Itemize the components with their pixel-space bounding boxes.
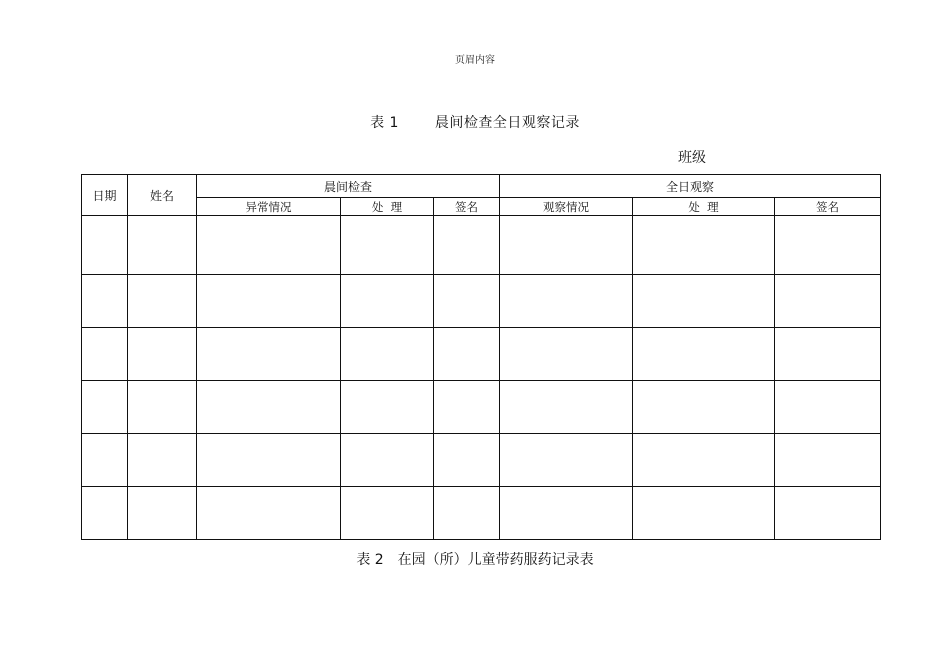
col-header-date: 日期 — [82, 175, 128, 216]
table-cell[interactable] — [128, 328, 197, 381]
table-cell[interactable] — [128, 275, 197, 328]
table-header-row-1 — [82, 175, 881, 198]
table1-title: 晨间检查全日观察记录 — [434, 115, 580, 131]
table2-title-line — [0, 549, 950, 569]
table-cell[interactable] — [434, 434, 500, 487]
table-cell[interactable] — [775, 434, 881, 487]
table-cell[interactable] — [82, 328, 128, 381]
table-row — [82, 487, 881, 540]
table-cell[interactable] — [775, 487, 881, 540]
table-cell[interactable] — [434, 275, 500, 328]
table-cell[interactable] — [82, 487, 128, 540]
table-cell[interactable] — [341, 434, 434, 487]
col-header-abnormal: 异常情况 — [197, 198, 341, 216]
table-cell[interactable] — [633, 487, 775, 540]
table-cell[interactable] — [82, 434, 128, 487]
page-header: 页眉内容 — [455, 55, 495, 66]
table-header-row-2 — [82, 198, 881, 216]
table1-title-line — [0, 112, 950, 132]
table-cell[interactable] — [500, 381, 633, 434]
table-cell[interactable] — [500, 216, 633, 275]
col-header-handling: 处 理 — [341, 198, 434, 216]
table-cell[interactable] — [197, 381, 341, 434]
table-cell[interactable] — [341, 381, 434, 434]
table-cell[interactable] — [82, 216, 128, 275]
table-cell[interactable] — [434, 216, 500, 275]
table-cell[interactable] — [197, 328, 341, 381]
col-header-signature-2: 签名 — [775, 198, 881, 216]
table-cell[interactable] — [500, 275, 633, 328]
table-cell[interactable] — [197, 275, 341, 328]
table-cell[interactable] — [197, 487, 341, 540]
table-cell[interactable] — [633, 216, 775, 275]
table-cell[interactable] — [128, 381, 197, 434]
table-cell[interactable] — [82, 381, 128, 434]
table-cell[interactable] — [197, 216, 341, 275]
col-header-observation: 观察情况 — [500, 198, 633, 216]
table-row — [82, 275, 881, 328]
col-header-signature: 签名 — [434, 198, 500, 216]
table-cell[interactable] — [197, 434, 341, 487]
table-cell[interactable] — [633, 328, 775, 381]
table-cell[interactable] — [633, 434, 775, 487]
table-cell[interactable] — [633, 275, 775, 328]
table-cell[interactable] — [341, 328, 434, 381]
col-header-morning-check: 晨间检查 — [197, 175, 500, 198]
table-row — [82, 328, 881, 381]
table-cell[interactable] — [434, 487, 500, 540]
table-cell[interactable] — [500, 328, 633, 381]
table-cell[interactable] — [775, 275, 881, 328]
table-cell[interactable] — [128, 434, 197, 487]
table-row — [82, 216, 881, 275]
record-table-container — [81, 174, 880, 539]
table-cell[interactable] — [128, 487, 197, 540]
table-cell[interactable] — [500, 487, 633, 540]
table-cell[interactable] — [775, 328, 881, 381]
table-cell[interactable] — [633, 381, 775, 434]
table2-number: 表 2 — [356, 552, 384, 568]
table2-title: 在园（所）儿童带药服药记录表 — [397, 552, 594, 568]
table-cell[interactable] — [500, 434, 633, 487]
table-cell[interactable] — [341, 487, 434, 540]
table1-number: 表 1 — [370, 115, 399, 131]
table-cell[interactable] — [82, 275, 128, 328]
table-cell[interactable] — [128, 216, 197, 275]
col-header-name: 姓名 — [128, 175, 197, 216]
class-label: 班级 — [678, 150, 706, 166]
table-cell[interactable] — [434, 328, 500, 381]
table-row — [82, 381, 881, 434]
col-header-full-day: 全日观察 — [500, 175, 881, 198]
table-row — [82, 434, 881, 487]
table-cell[interactable] — [775, 381, 881, 434]
table-cell[interactable] — [775, 216, 881, 275]
col-header-handling-2: 处 理 — [633, 198, 775, 216]
table-cell[interactable] — [341, 275, 434, 328]
table-cell[interactable] — [434, 381, 500, 434]
table-cell[interactable] — [341, 216, 434, 275]
record-table — [81, 174, 881, 540]
